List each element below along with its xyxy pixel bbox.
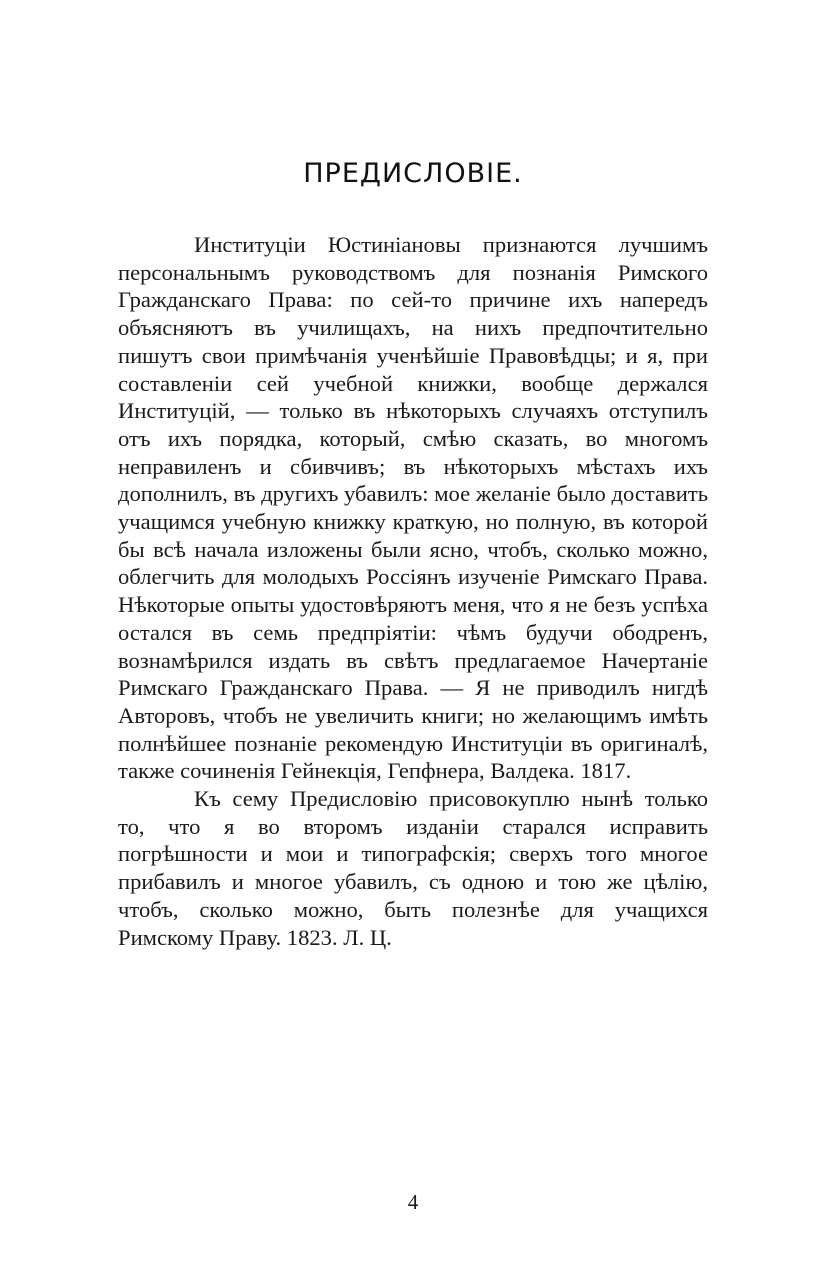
body-text (118, 231, 708, 951)
page-title: ПРЕДИСЛОВІЕ. (303, 158, 523, 189)
paragraph-1: Институціи Юстиніановы признаются лучшимъ персональнымъ руководствомъ для познанія Римского Гражданскаго Права: по сей-то причине ихъ напередъ объясняютъ въ училищахъ, на нихъ предпочтительно пишутъ свои примѣчанія ученѣйшіе Правовѣдцы; и я, при составленіи сей учебной книжки, вообще держался Институцій, — только въ нѣкоторыхъ случаяхъ отступилъ отъ ихъ порядка, который, смѣю сказать, во многомъ неправиленъ и сбивчивъ; въ нѣкоторыхъ мѣстахъ ихъ дополнилъ, въ другихъ убавилъ: мое желаніе было доставить учащимся учебную книжку краткую, но полную, въ которой бы всѣ начала изложены были ясно, чтобъ, сколько можно, облегчить для молодыхъ Россіянъ изученіе Римскаго Права. Нѣкоторые опыты удостовѣряютъ меня, что я не безъ успѣха остался въ семь предпріятіи: чѣмъ будучи ободренъ, вознамѣрился издать въ свѣтъ предлагаемое Начертаніе Римскаго Гражданскаго Права. — Я не приводилъ нигдѣ Авторовъ, чтобъ не увеличить книги; но желающимъ имѣть полнѣйшее познаніе рекомендую Институціи въ оригиналѣ, также сочиненія Гейнекція, Гепфнера, Валдека. 1817. (118, 232, 708, 784)
paragraph-2: Къ сему Предисловію присовокуплю нынѣ только то, что я во второмъ изданіи старался исправить погрѣшности и мои и типографскія; сверхъ того многое прибавилъ и многое убавилъ, съ одною и тою же цѣлію, чтобъ, сколько можно, быть полезнѣе для учащихся Римскому Праву. 1823. Л. Ц. (118, 786, 708, 950)
page-number: 4 (407, 1190, 419, 1214)
